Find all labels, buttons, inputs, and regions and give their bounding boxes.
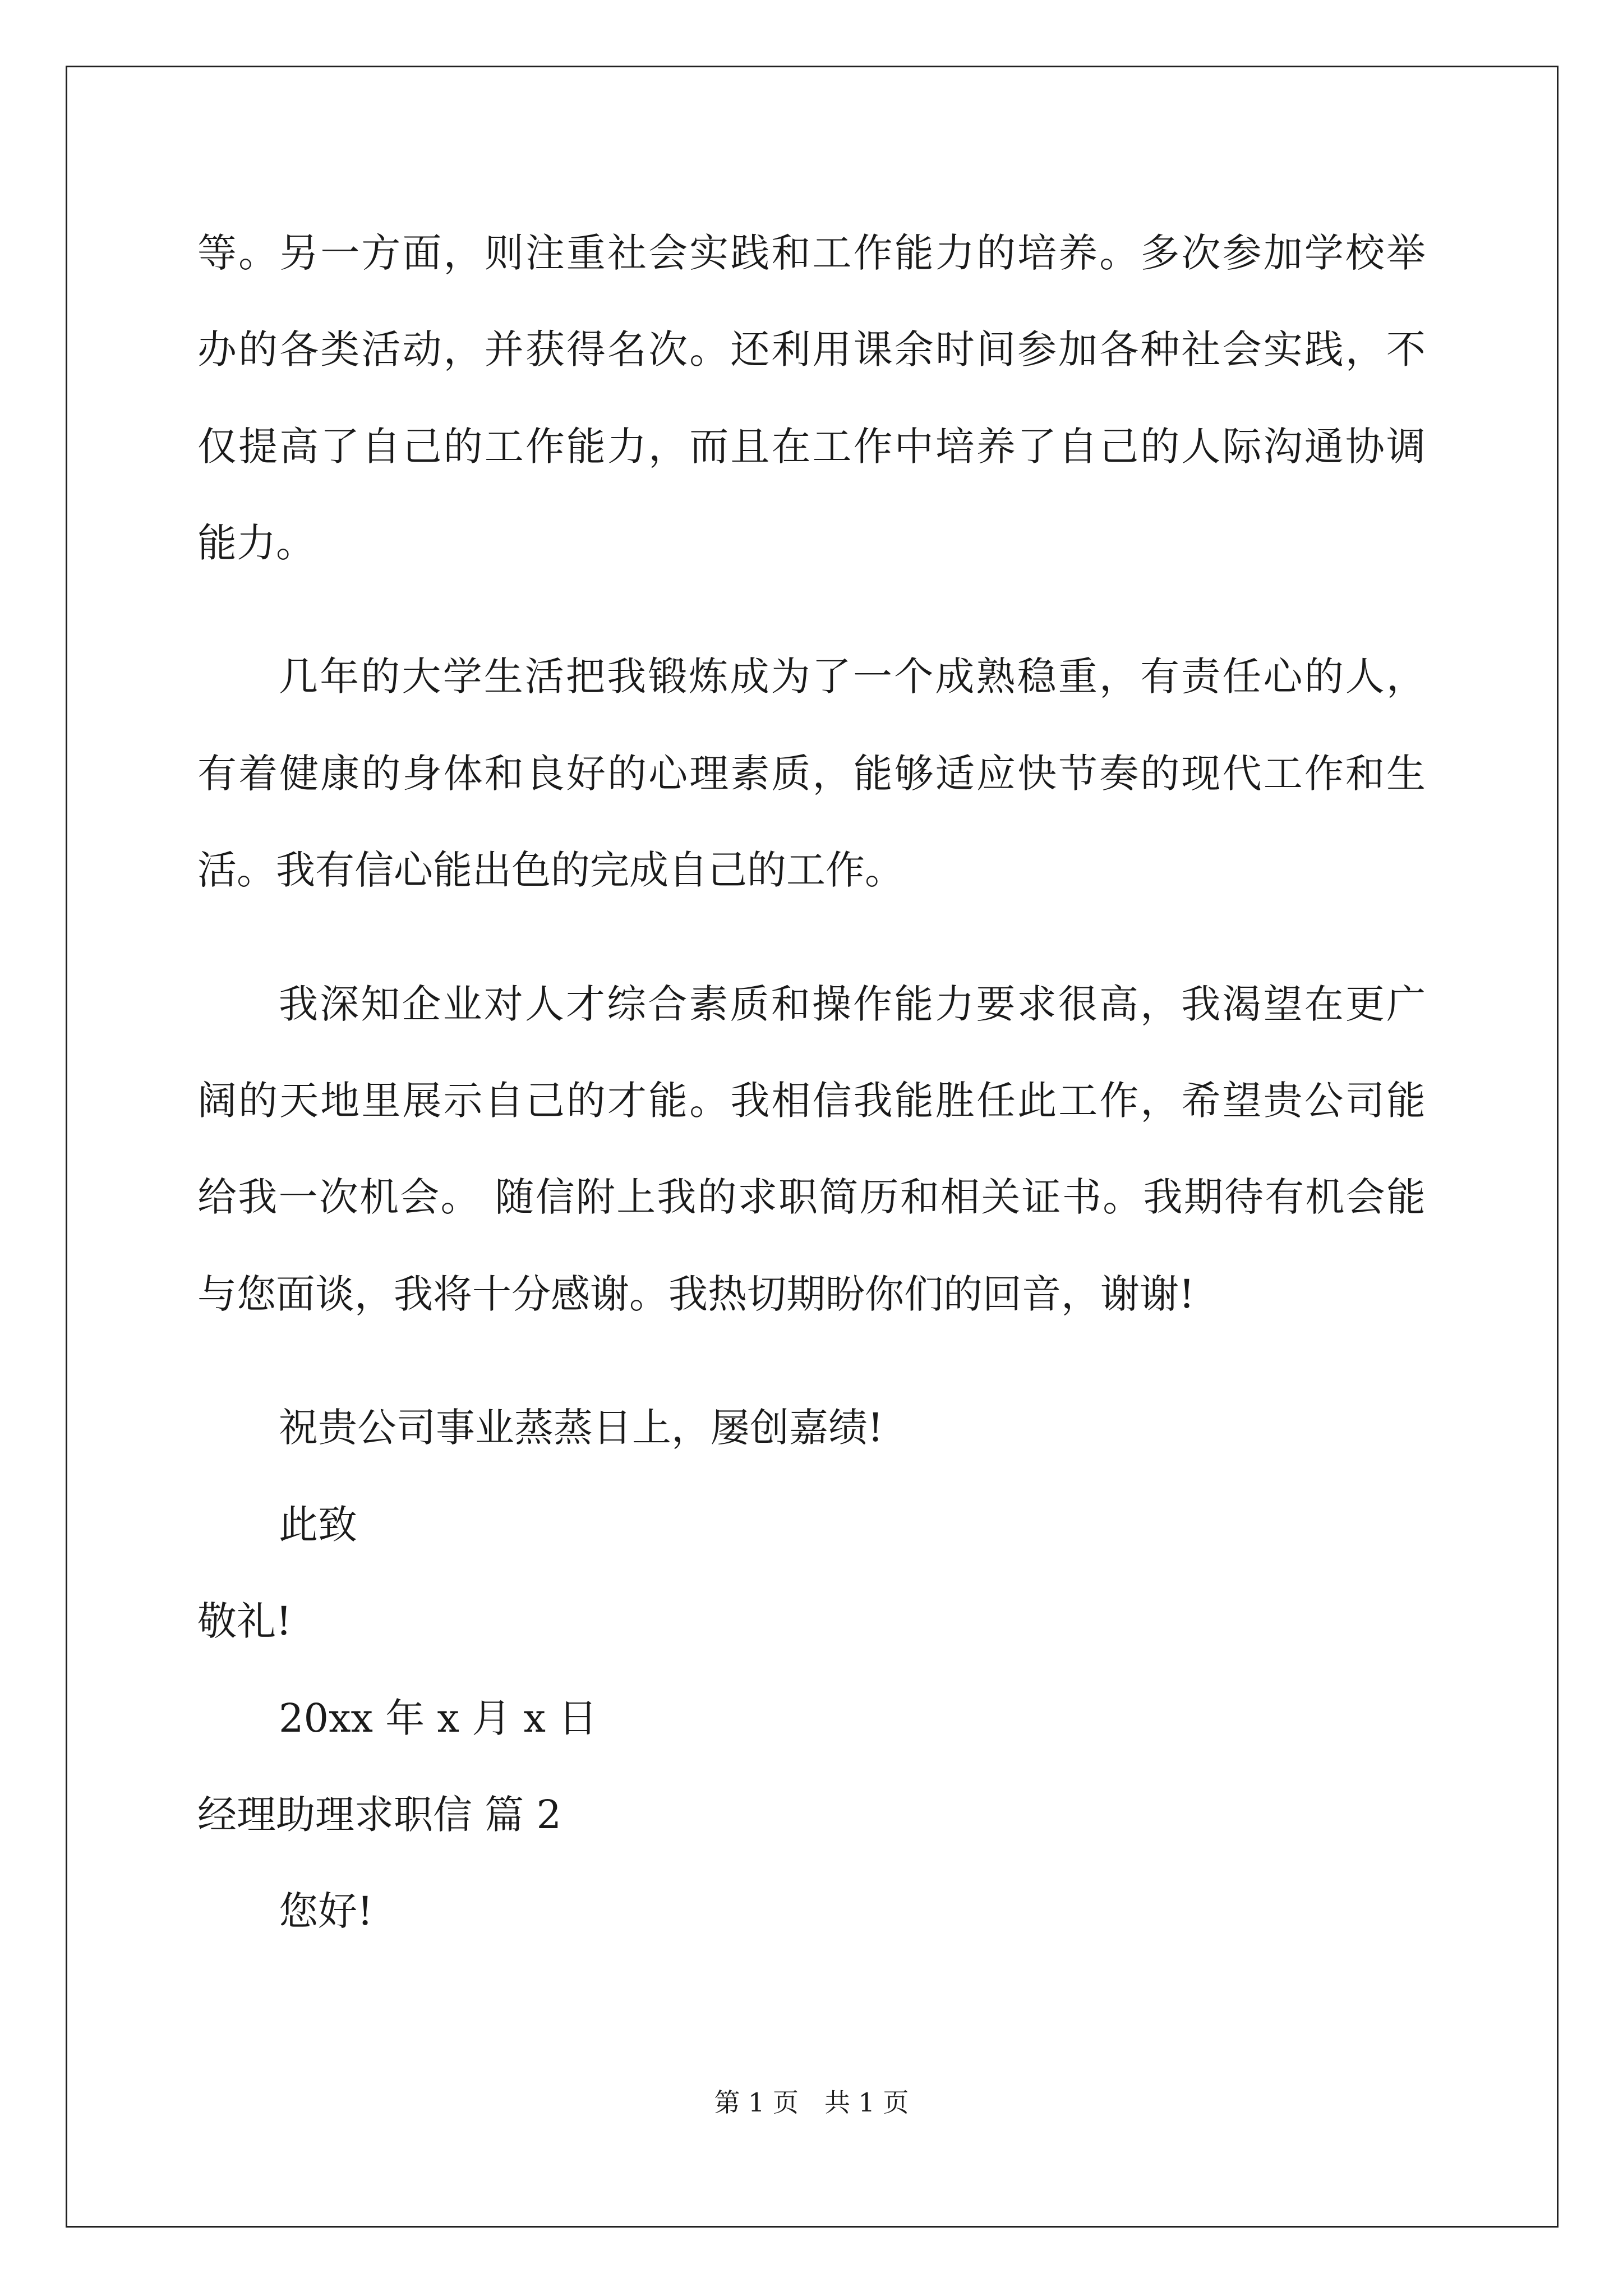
body-line: 阔的天地里展示自己的才能。我相信我能胜任此工作，希望贵公司能 [197, 1078, 1426, 1124]
paragraph-first-line: 我深知企业对人才综合素质和操作能力要求很高，我渴望在更广 [279, 981, 1426, 1027]
body-line: 能力。 [197, 520, 315, 566]
closing-wish: 祝贵公司事业蒸蒸日上，屡创嘉绩! [279, 1405, 884, 1451]
salutation-cizhi: 此致 [279, 1502, 357, 1548]
salutation-jingli: 敬礼! [197, 1598, 292, 1644]
paragraph-first-line: 几年的大学生活把我锻炼成为了一个成熟稳重，有责任心的人， [279, 654, 1426, 700]
body-line: 有着健康的身体和良好的心理素质，能够适应快节奏的现代工作和生 [197, 751, 1426, 797]
body-line: 活。我有信心能出色的完成自己的工作。 [197, 847, 904, 893]
page-number-footer: 第 1 页 共 1 页 [714, 2087, 909, 2118]
body-line: 与您面谈，我将十分感谢。我热切期盼你们的回音，谢谢! [197, 1271, 1195, 1317]
body-line: 等。另一方面，则注重社会实践和工作能力的培养。多次参加学校举 [197, 230, 1426, 276]
body-line: 给我一次机会。 随信附上我的求职简历和相关证书。我期待有机会能 [197, 1174, 1426, 1220]
greeting: 您好! [279, 1888, 374, 1934]
body-line: 仅提高了自己的工作能力，而且在工作中培养了自己的人际沟通协调 [197, 424, 1426, 470]
body-line: 办的各类活动，并获得名次。还利用课余时间参加各种社会实践，不 [197, 326, 1426, 372]
section-heading: 经理助理求职信 篇 2 [197, 1792, 562, 1838]
letter-date: 20xx 年 x 月 x 日 [279, 1695, 598, 1741]
